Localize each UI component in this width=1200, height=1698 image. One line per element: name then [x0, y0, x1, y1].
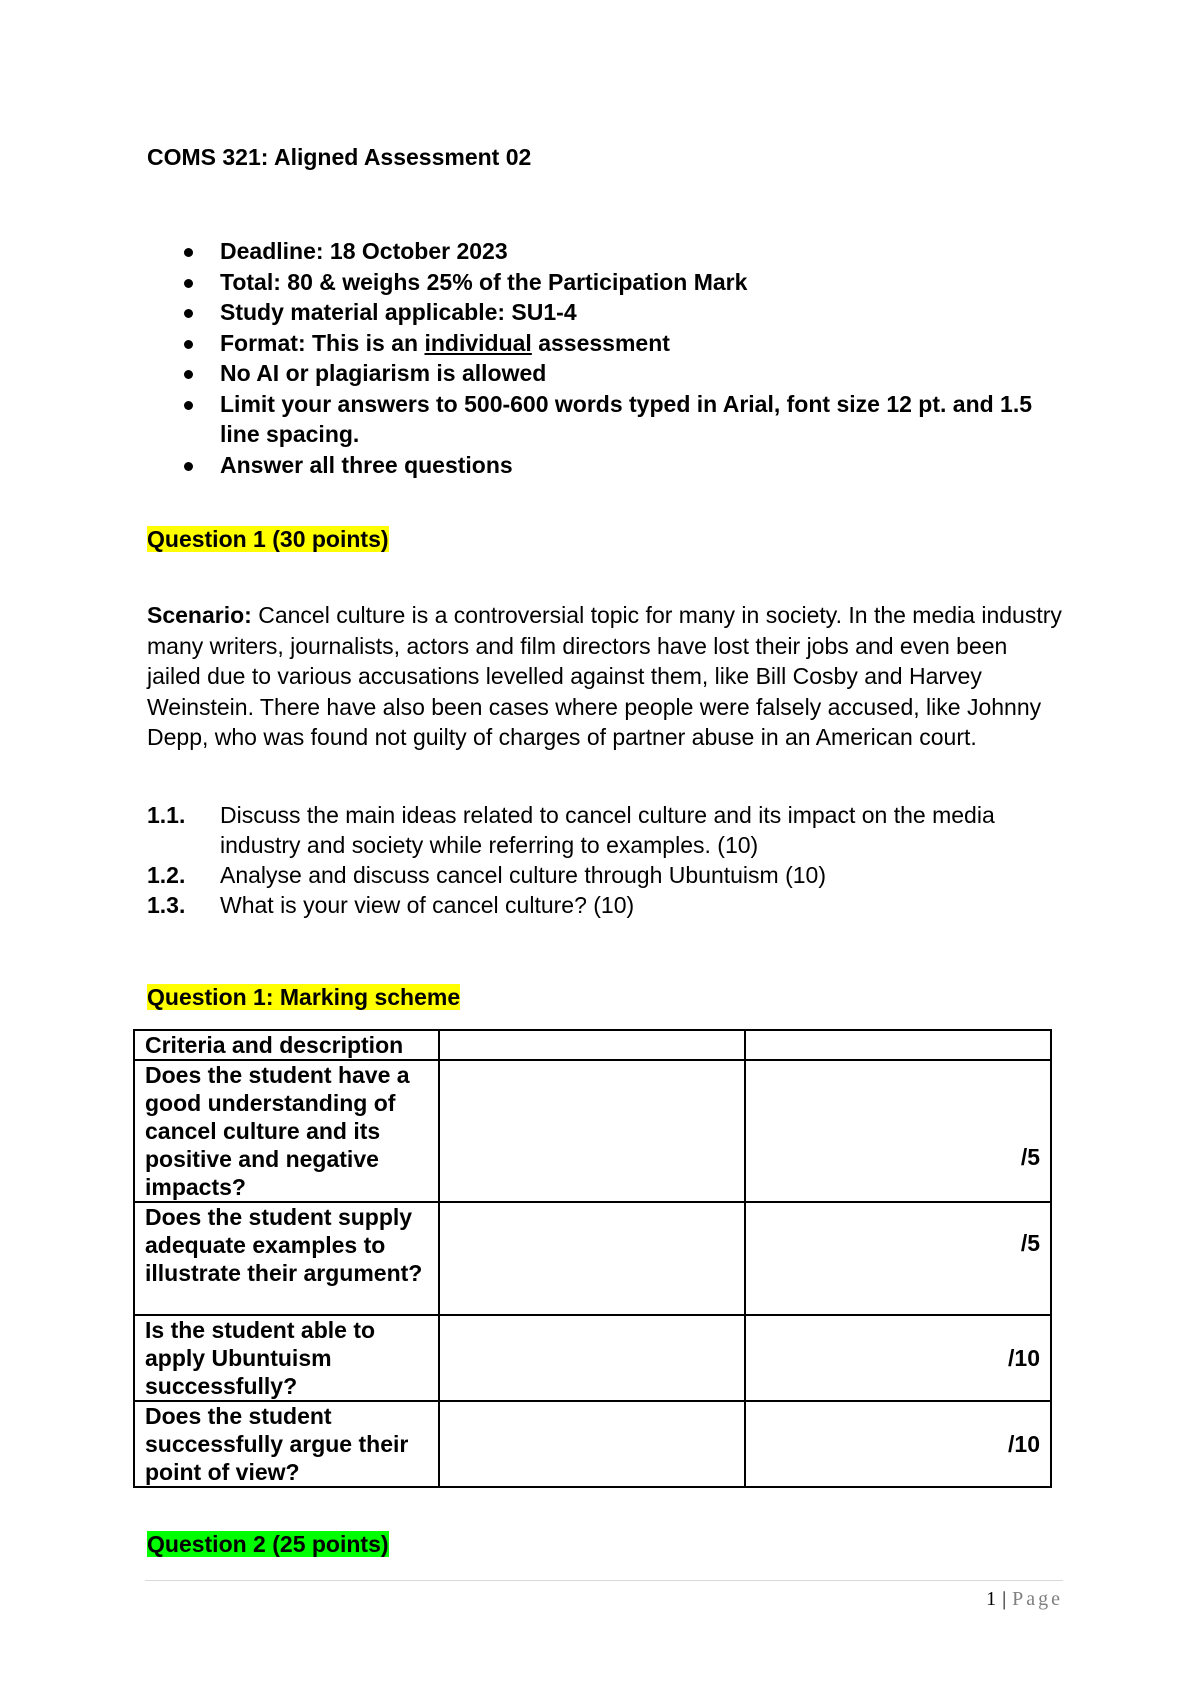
marking-scheme-heading — [147, 984, 460, 1011]
scenario-paragraph — [147, 600, 1062, 753]
page-footer — [986, 1588, 1063, 1611]
bullet-icon — [184, 401, 193, 410]
list-item — [147, 236, 1047, 267]
list-item — [147, 358, 1047, 389]
answer-all-text: Answer all three questions — [220, 451, 513, 478]
subquestion-number: 1.3. — [147, 892, 186, 918]
score-text: /10 — [1008, 1431, 1040, 1457]
score-text: /10 — [1008, 1345, 1040, 1371]
total-text: Total: 80 & weighs 25% of the Participation Mark — [220, 268, 748, 295]
footer-separator: | — [1002, 1588, 1007, 1610]
subquestion-list — [147, 800, 1062, 920]
criteria-cell: Does the student successfully argue their point of view? — [134, 1401, 439, 1487]
table-empty-cell — [439, 1401, 745, 1487]
study-material-text: Study material applicable: SU1-4 — [220, 299, 577, 325]
bullet-icon — [184, 340, 193, 349]
requirements-list — [147, 236, 1047, 480]
page-number: 1 — [986, 1588, 997, 1610]
list-item — [147, 297, 1047, 328]
table-row — [134, 1202, 1051, 1315]
subquestion-1-1 — [147, 800, 1062, 860]
list-item — [147, 267, 1047, 298]
marking-scheme-heading-text: Question 1: Marking scheme — [147, 984, 461, 1010]
question-2-heading — [147, 1531, 389, 1558]
subquestion-number: 1.1. — [147, 802, 186, 828]
subquestion-text: Analyse and discuss cancel culture through Ubuntuism (10) — [220, 862, 826, 888]
format-text-underlined: individual — [424, 329, 532, 356]
score-text: /5 — [1020, 1144, 1040, 1170]
subquestion-number: 1.2. — [147, 862, 186, 888]
subquestion-text: Discuss the main ideas related to cancel culture and its impact on the media industry and society while referring to examples. (10) — [220, 802, 995, 858]
format-text-start: Format: This is an — [220, 329, 425, 356]
subquestion-1-3 — [147, 890, 1062, 920]
question-2-heading-text: Question 2 (25 points) — [147, 1531, 389, 1557]
bullet-icon — [184, 309, 193, 318]
footer-divider — [145, 1580, 1063, 1581]
score-cell — [745, 1060, 1051, 1202]
list-item — [147, 328, 1047, 359]
table-header-cell: Criteria and description — [134, 1030, 439, 1060]
marking-scheme-table — [133, 1029, 1052, 1488]
scenario-label: Scenario: — [147, 602, 252, 628]
subquestion-text: What is your view of cancel culture? (10) — [220, 892, 635, 918]
list-item — [147, 450, 1047, 481]
score-cell — [745, 1401, 1051, 1487]
table-header-row — [134, 1030, 1051, 1060]
table-empty-cell — [745, 1030, 1051, 1060]
bullet-icon — [184, 370, 193, 379]
list-item — [147, 389, 1047, 450]
page-label: Page — [1012, 1588, 1063, 1610]
table-empty-cell — [439, 1202, 745, 1315]
criteria-cell: Does the student supply adequate examples to illustrate their argument? — [134, 1202, 439, 1315]
question-1-heading — [147, 526, 389, 553]
score-cell — [745, 1315, 1051, 1401]
score-text: /5 — [1020, 1230, 1040, 1256]
question-1-heading-text: Question 1 (30 points) — [147, 526, 389, 552]
format-text-end: assessment — [531, 329, 670, 356]
table-empty-cell — [439, 1315, 745, 1401]
table-row — [134, 1401, 1051, 1487]
deadline-text: Deadline: 18 October 2023 — [220, 238, 508, 264]
table-row — [134, 1315, 1051, 1401]
bullet-icon — [184, 462, 193, 471]
criteria-cell: Is the student able to apply Ubuntuism successfully? — [134, 1315, 439, 1401]
table-empty-cell — [439, 1060, 745, 1202]
table-row — [134, 1060, 1051, 1202]
no-ai-text: No AI or plagiarism is allowed — [220, 360, 547, 386]
criteria-cell: Does the student have a good understanding of cancel culture and its positive and negative impacts? — [134, 1060, 439, 1202]
word-limit-text: Limit your answers to 500-600 words typed in Arial, font size 12 pt. and 1.5 line spacing. — [220, 390, 1033, 447]
score-cell — [745, 1202, 1051, 1315]
document-title: COMS 321: Aligned Assessment 02 — [147, 144, 532, 170]
scenario-text: Cancel culture is a controversial topic for many in society. In the media industry many writers, journalists, actors and film directors have lost their jobs and even been jailed due to various accusations levelled against them, like Bill Cosby and Harvey Weinstein. There have also been cases where people were falsely accused, like Johnny Depp, who was found not guilty of charges of partner abuse in an American court. — [147, 602, 1062, 750]
table-empty-cell — [439, 1030, 745, 1060]
subquestion-1-2 — [147, 860, 1062, 890]
bullet-icon — [184, 248, 193, 257]
bullet-icon — [184, 279, 193, 288]
